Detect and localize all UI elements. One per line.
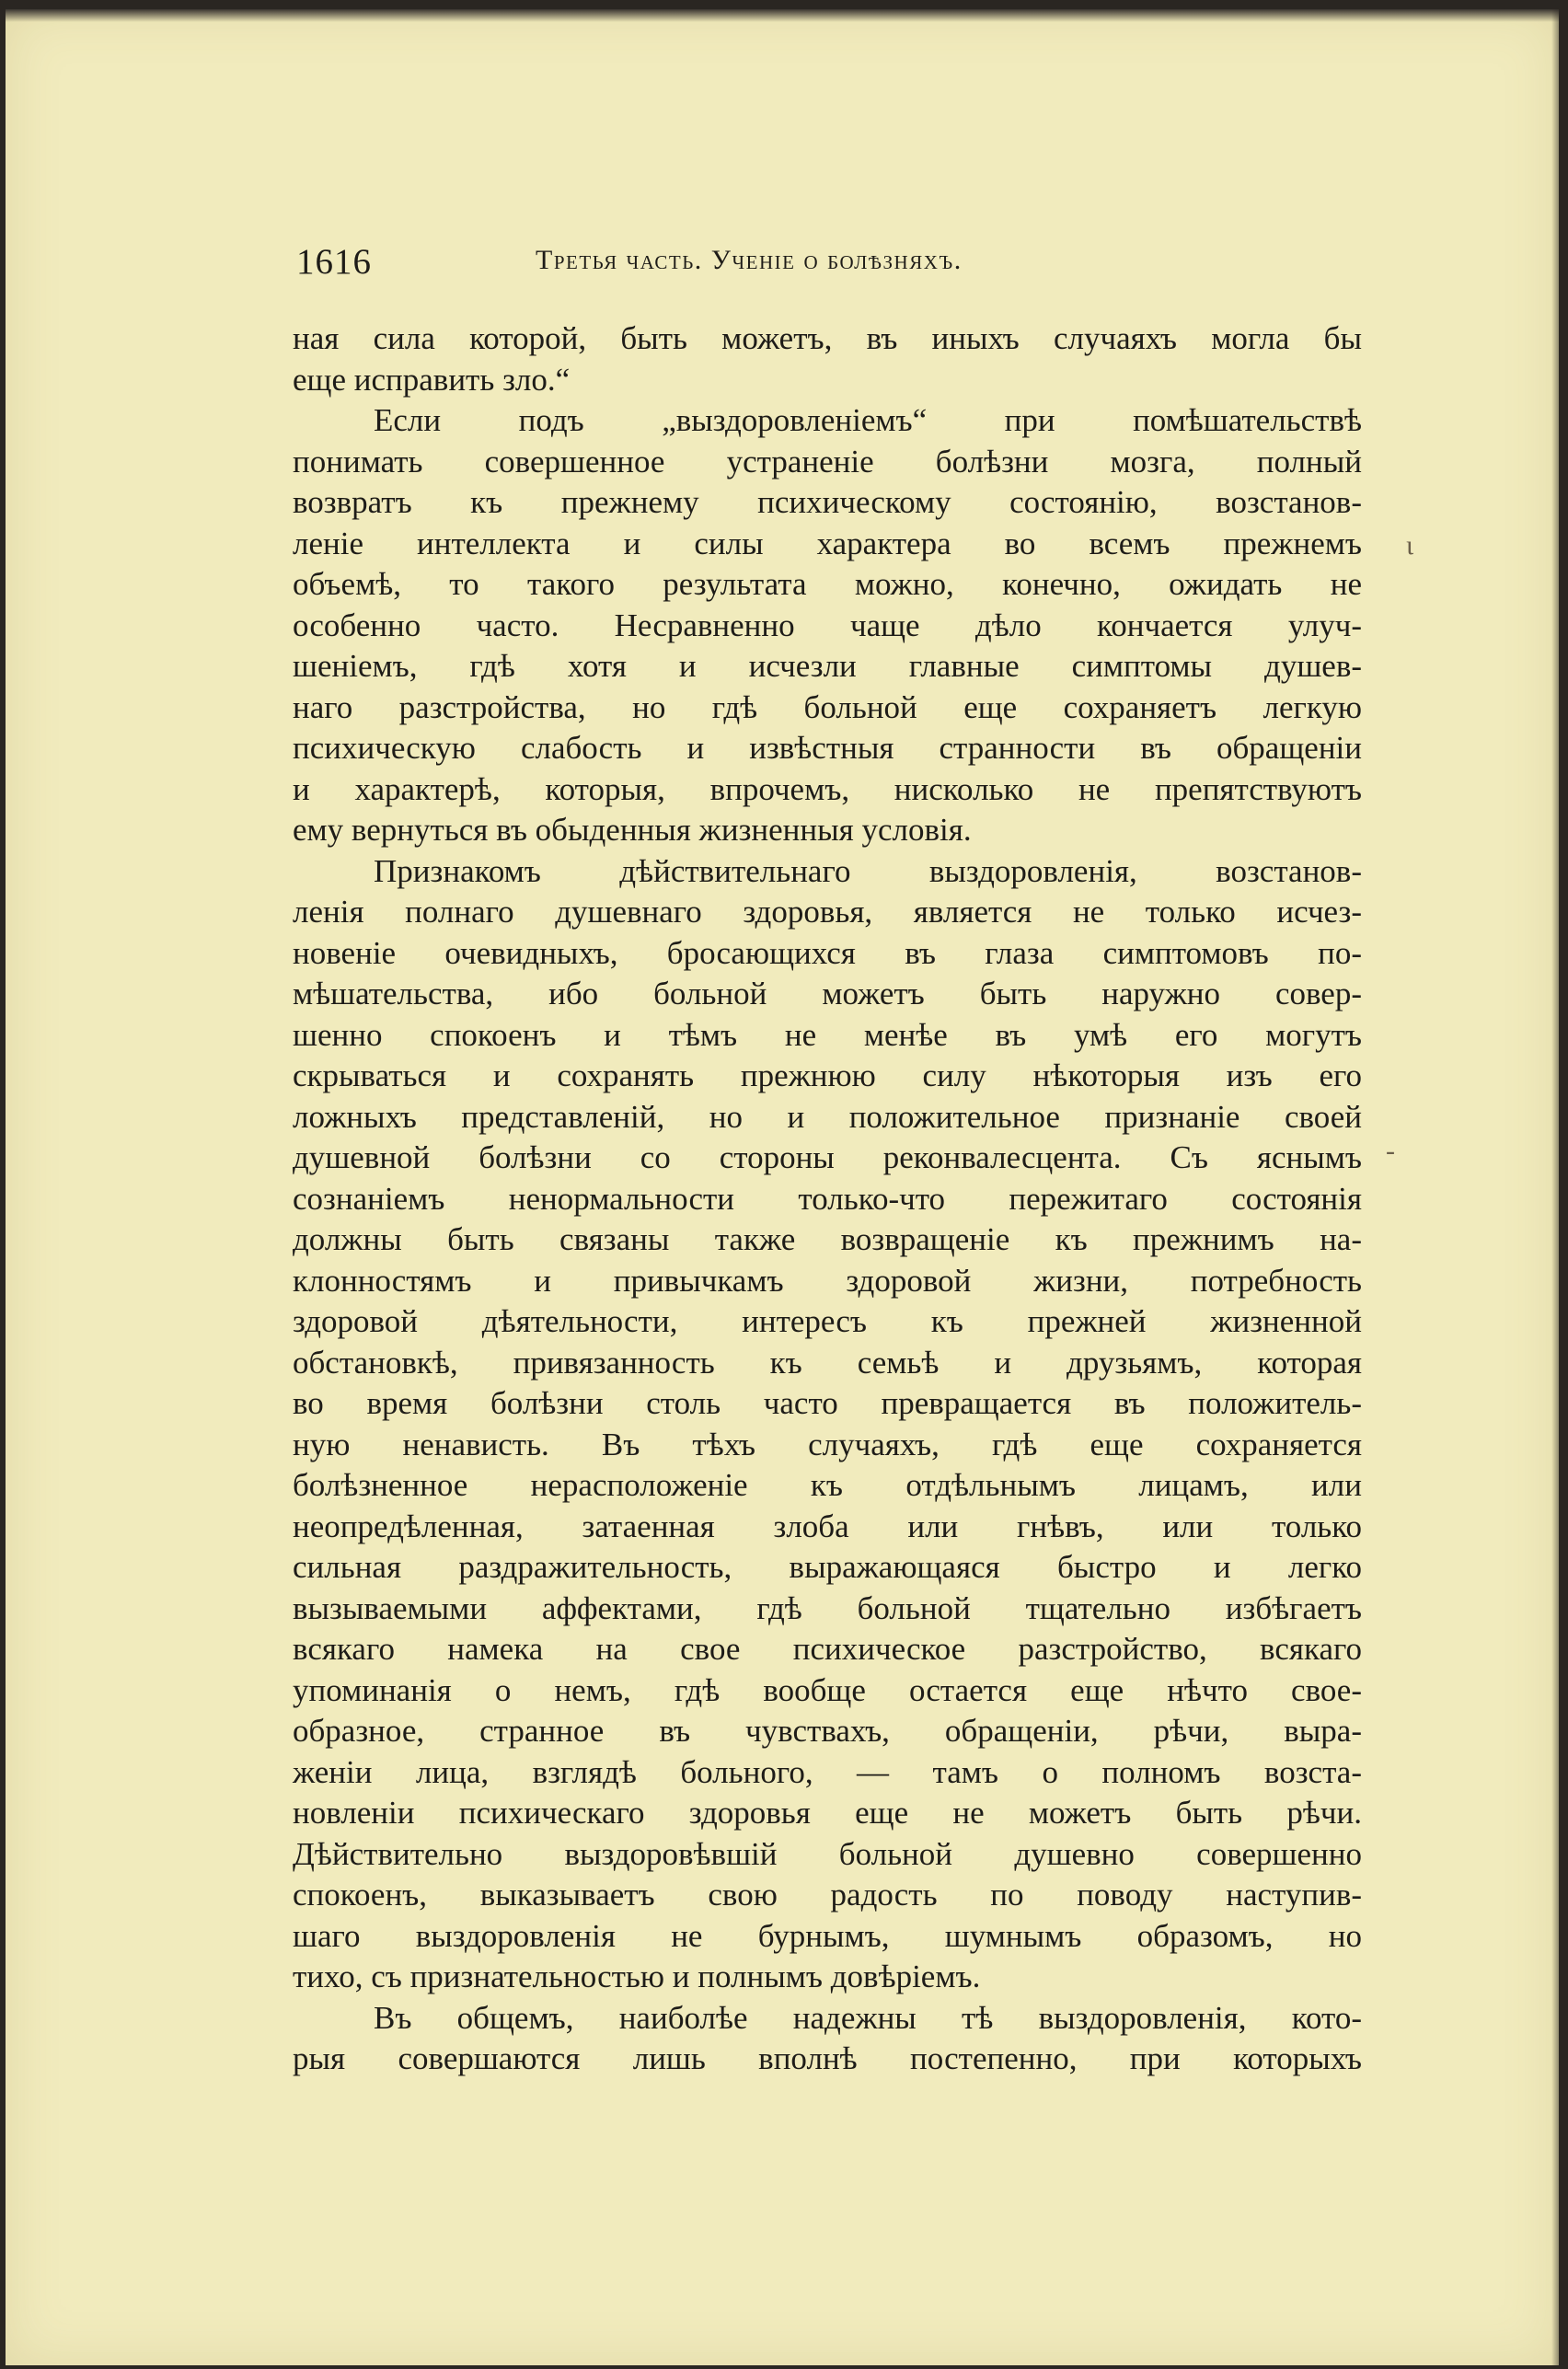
paragraph bbox=[293, 1998, 1362, 2080]
text-line: ная сила которой, быть можетъ, въ иныхъ случаяхъ могла бы bbox=[293, 320, 1362, 356]
book-spine-shadow bbox=[1551, 0, 1568, 2369]
text-line: образное, странное въ чувствахъ, обращеніи, рѣчи, выра- bbox=[293, 1713, 1362, 1749]
page-header bbox=[296, 241, 1364, 283]
running-title: Третья часть. Ученіе о болѣзняхъ. bbox=[536, 245, 963, 275]
text-line: еще исправить зло.“ bbox=[293, 361, 571, 398]
text-line: тихо, съ признательностью и полнымъ довѣріемъ. bbox=[293, 1959, 981, 1994]
text-line: болѣзненное нерасположеніе къ отдѣльнымъ лицамъ, или bbox=[293, 1467, 1362, 1503]
text-line: шаго выздоровленія не бурнымъ, шумнымъ образомъ, но bbox=[293, 1917, 1362, 1954]
text-line: сознаніемъ ненормальности только-что пережитаго состоянія bbox=[293, 1180, 1362, 1217]
text-line: Если подъ „выздоровленіемъ“ при помѣшательствѣ bbox=[374, 402, 1362, 438]
text-line: во время болѣзни столь часто превращается въ положитель- bbox=[293, 1385, 1362, 1421]
text-line: ленія полнаго душевнаго здоровья, является не только исчез- bbox=[293, 894, 1362, 930]
text-line: неопредѣленная, затаенная злоба или гнѣвъ, или только bbox=[293, 1508, 1362, 1544]
text-line: наго разстройства, но гдѣ больной еще сохраняетъ легкую bbox=[293, 688, 1362, 725]
text-line: Въ общемъ, наиболѣе надежны тѣ выздоровленія, кото- bbox=[374, 1999, 1362, 2036]
book-page bbox=[6, 9, 1559, 2365]
text-line: должны быть связаны также возвращеніе къ прежнимъ на- bbox=[293, 1221, 1362, 1257]
text-line: шеніемъ, гдѣ хотя и исчезли главные симптомы душев- bbox=[293, 648, 1362, 684]
body-text bbox=[293, 318, 1362, 2080]
paragraph bbox=[293, 318, 1362, 400]
text-line: шенно спокоенъ и тѣмъ не менѣе въ умѣ его могутъ bbox=[293, 1016, 1362, 1053]
text-line: мѣшательства, ибо больной можетъ быть наружно совер- bbox=[293, 976, 1362, 1011]
text-line: клонностямъ и привычкамъ здоровой жизни, потребность bbox=[293, 1262, 1362, 1299]
text-line: ему вернуться въ обыденныя жизненныя условія. bbox=[293, 812, 972, 848]
page-number: 1616 bbox=[296, 242, 372, 282]
margin-mark: ‐ bbox=[1386, 1136, 1395, 1166]
paragraph bbox=[293, 400, 1362, 851]
text-line: Признакомъ дѣйствительнаго выздоровленія, возстанов- bbox=[374, 852, 1362, 889]
text-line: рыя совершаются лишь вполнѣ постепенно, при которыхъ bbox=[293, 2040, 1362, 2076]
text-line: упоминанія о немъ, гдѣ вообще остается еще нѣчто свое- bbox=[293, 1671, 1362, 1708]
paragraph bbox=[293, 851, 1362, 1998]
text-line: вызываемыми аффектами, гдѣ больной тщательно избѣгаетъ bbox=[293, 1589, 1362, 1626]
text-line: обстановкѣ, привязанность къ семьѣ и друзьямъ, которая bbox=[293, 1344, 1362, 1381]
text-line: понимать совершенное устраненіе болѣзни мозга, полный bbox=[293, 443, 1362, 480]
text-line: и характерѣ, которыя, впрочемъ, нисколько не препятствуютъ bbox=[293, 770, 1362, 807]
text-line: сильная раздражительность, выражающаяся быстро и легко bbox=[293, 1549, 1362, 1585]
text-line: объемѣ, то такого результата можно, конечно, ожидать не bbox=[293, 566, 1362, 602]
text-line: Дѣйствительно выздоровѣвшій больной душевно совершенно bbox=[293, 1835, 1362, 1872]
text-line: здоровой дѣятельности, интересъ къ прежней жизненной bbox=[293, 1303, 1362, 1339]
text-line: ную ненависть. Въ тѣхъ случаяхъ, гдѣ еще сохраняется bbox=[293, 1426, 1362, 1462]
text-line: всякаго намека на свое психическое разстройство, всякаго bbox=[293, 1631, 1362, 1667]
text-line: особенно часто. Несравненно чаще дѣло кончается улуч- bbox=[293, 607, 1362, 643]
text-line: психическую слабость и извѣстныя странности въ обращеніи bbox=[293, 730, 1362, 766]
text-line: леніе интеллекта и силы характера во всемъ прежнемъ bbox=[293, 525, 1362, 561]
text-line: спокоенъ, выказываетъ свою радость по поводу наступив- bbox=[293, 1877, 1362, 1913]
text-line: новеніе очевидныхъ, бросающихся въ глаза симптомовъ по- bbox=[293, 934, 1362, 971]
margin-mark: ι bbox=[1406, 530, 1414, 560]
text-line: новленіи психическаго здоровья еще не можетъ быть рѣчи. bbox=[293, 1795, 1362, 1831]
text-line: возвратъ къ прежнему психическому состоянію, возстанов- bbox=[293, 484, 1362, 520]
text-line: ложныхъ представленій, но и положительное признаніе своей bbox=[293, 1098, 1362, 1135]
text-line: скрываться и сохранять прежнюю силу нѣкоторыя изъ его bbox=[293, 1057, 1362, 1093]
text-line: женіи лица, взглядѣ больного, — тамъ о полномъ возста- bbox=[293, 1753, 1362, 1790]
text-line: душевной болѣзни со стороны реконвалесцента. Съ яснымъ bbox=[293, 1139, 1362, 1175]
